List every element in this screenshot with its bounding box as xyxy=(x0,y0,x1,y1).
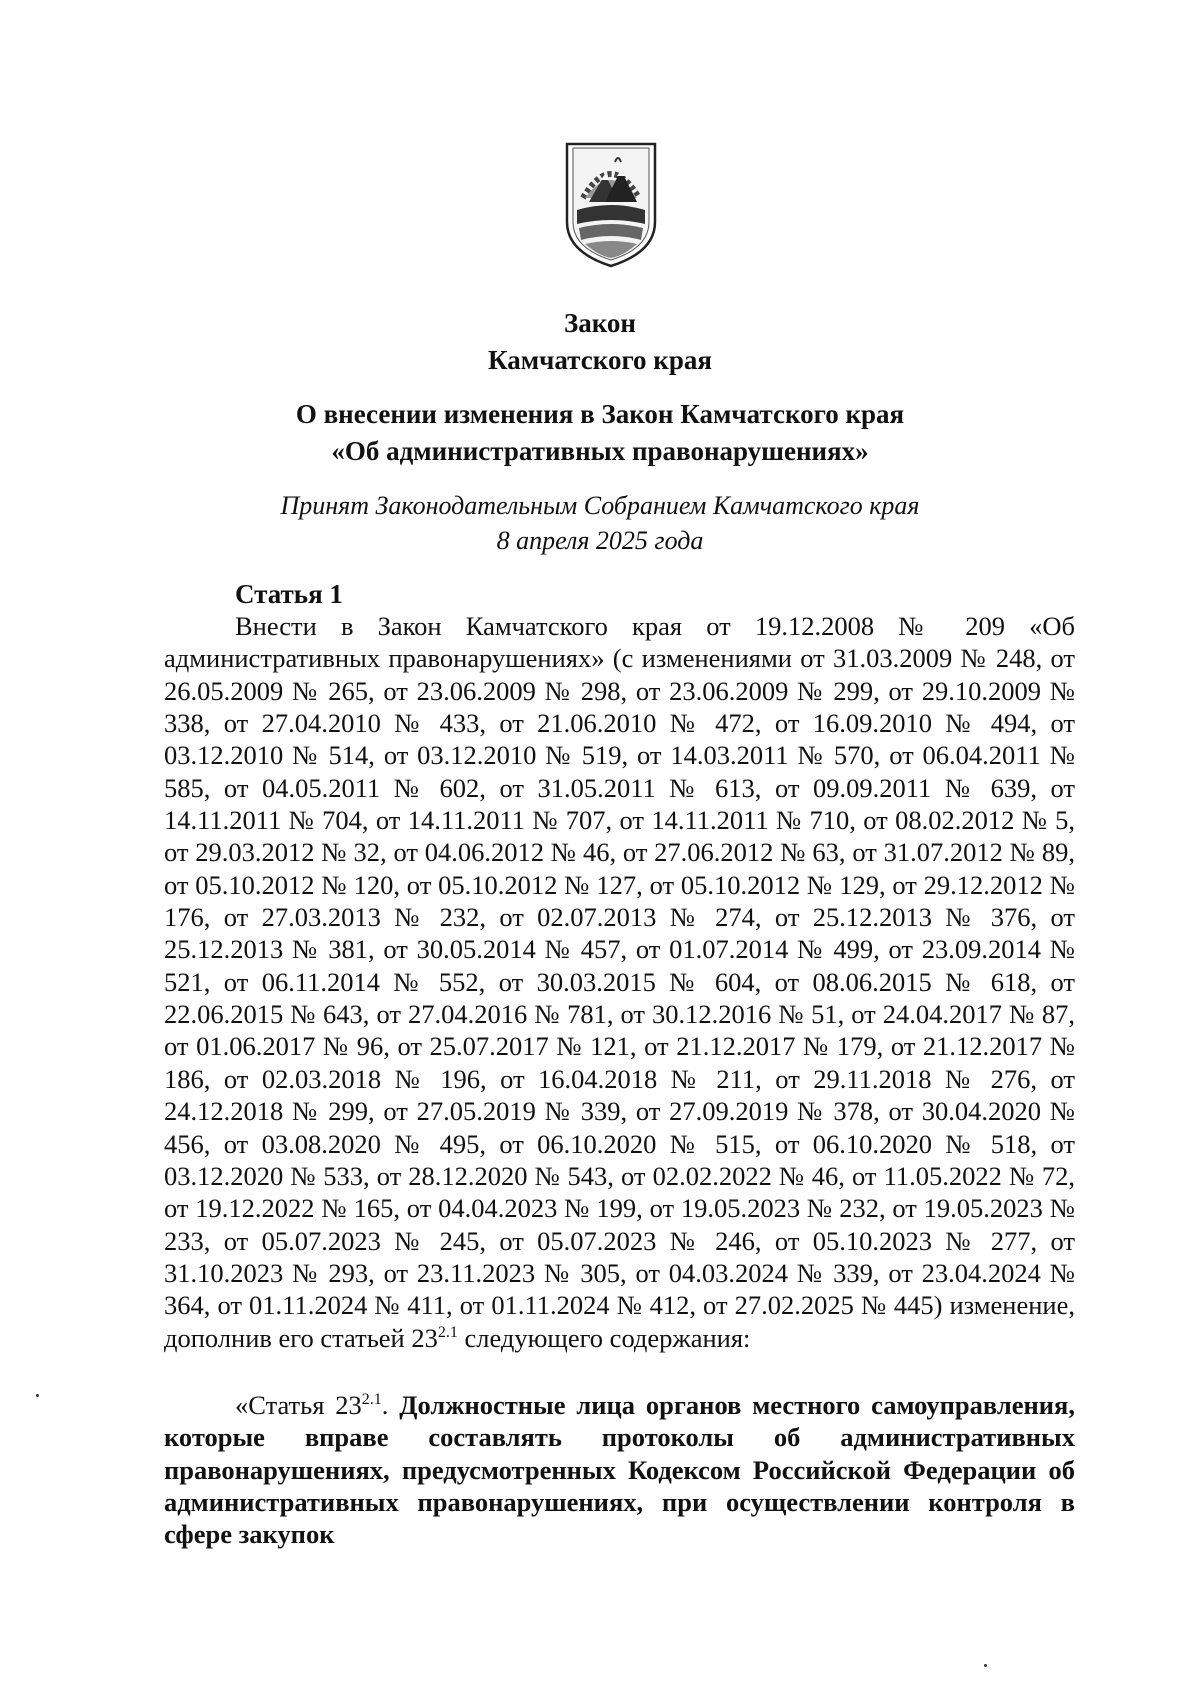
new-article-title: Должностные лица органов местного самоуправления, которые вправе составлять протоколы об административных правонарушениях, предусмотренных Кодексом Российской Федерации об административных правонарушениях, при осуществлении контроля в сфере закупок xyxy=(164,1390,1076,1550)
article-1-superscript: 2.1 xyxy=(437,1323,458,1341)
article-1-text xyxy=(164,610,1075,1354)
article-1-text-main: Внести в Закон Камчатского края от 19.12.2008 № 209 «Об административных правонарушениях» (с изменениями от 31.03.2009 № 248, от 26.05.2009 № 265, от 23.06.2009 № 298, от 23.06.2009 № 299, от 29.10.2009 № 338, от 27.04.2010 № 433, от 21.06.2010 № 472, от 16.09.2010 № 494, от 03.12.2010 № 514, от 03.12.2010 № 519, от 14.03.2011 № 570, от 06.04.2011 № 585, от 04.05.2011 № 602, от 31.05.2011 № 613, от 09.09.2011 № 639, от 14.11.2011 № 704, от 14.11.2011 № 707, от 14.11.2011 № 710, от 08.02.2012 № 5, от 29.03.2012 № 32, от 04.06.2012 № 46, от 27.06.2012 № 63, от 31.07.2012 № 89, от 05.10.2012 № 120, от 05.10.2012 № 127, от 05.10.2012 № 129, от 29.12.2012 № 176, от 27.03.2013 № 232, от 02.07.2013 № 274, от 25.12.2013 № 376, от 25.12.2013 № 381, от 30.05.2014 № 457, от 01.07.2014 № 499, от 23.09.2014 № 521, от 06.11.2014 № 552, от 30.03.2015 № 604, от 08.06.2015 № 618, от 22.06.2015 № 643, от 27.04.2016 № 781, от 30.12.2016 № 51, от 24.04.2017 № 87, от 01.06.2017 № 96, от 25.07.2017 № 121, от 21.12.2017 № 179, от 21.12.2017 № 186, от 02.03.2018 № 196, от 16.04.2018 № 211, от 29.11.2018 № 276, от 24.12.2018 № 299, от 27.05.2019 № 339, от 27.09.2019 № 378, от 30.04.2020 № 456, от 03.08.2020 № 495, от 06.10.2020 № 515, от 06.10.2020 № 518, от 03.12.2020 № 533, от 28.12.2020 № 543, от 02.02.2022 № 46, от 11.05.2022 № 72, от 19.12.2022 № 165, от 04.04.2023 № 199, от 19.05.2023 № 232, от 19.05.2023 № 233, от 05.07.2023 № 245, от 05.07.2023 № 246, от 05.10.2023 № 277, от 31.10.2023 № 293, от 23.11.2023 № 305, от 04.03.2024 № 339, от 23.04.2024 № 364, от 01.11.2024 № 411, от 01.11.2024 № 412, от 27.02.2025 № 445) изменение, дополнив его статьей 23 xyxy=(164,611,1075,1353)
kamchatka-coat-of-arms-icon xyxy=(563,140,659,270)
scan-speck xyxy=(984,1664,987,1667)
law-title xyxy=(0,305,1200,379)
article-1-text-end: следующего содержания: xyxy=(457,1322,751,1353)
new-article-dot: . xyxy=(381,1390,389,1420)
law-word: Закон xyxy=(563,308,636,338)
adoption-note xyxy=(0,488,1200,558)
new-article-23-2-1 xyxy=(164,1389,1075,1551)
law-subject-line-1: О внесении изменения в Закон Камчатского края xyxy=(295,399,905,429)
adoption-date: 8 апреля 2025 года xyxy=(496,526,704,555)
scan-speck xyxy=(36,1394,39,1397)
new-article-superscript: 2.1 xyxy=(361,1391,382,1409)
law-region: Камчатского края xyxy=(488,345,712,375)
law-subject xyxy=(0,396,1200,470)
law-subject-line-2: «Об административных правонарушениях» xyxy=(331,436,869,466)
article-1-heading: Статья 1 xyxy=(235,579,343,609)
adoption-body: Принят Законодательным Собранием Камчатского края xyxy=(280,491,920,520)
new-article-lead: «Статья 23 xyxy=(235,1390,362,1420)
